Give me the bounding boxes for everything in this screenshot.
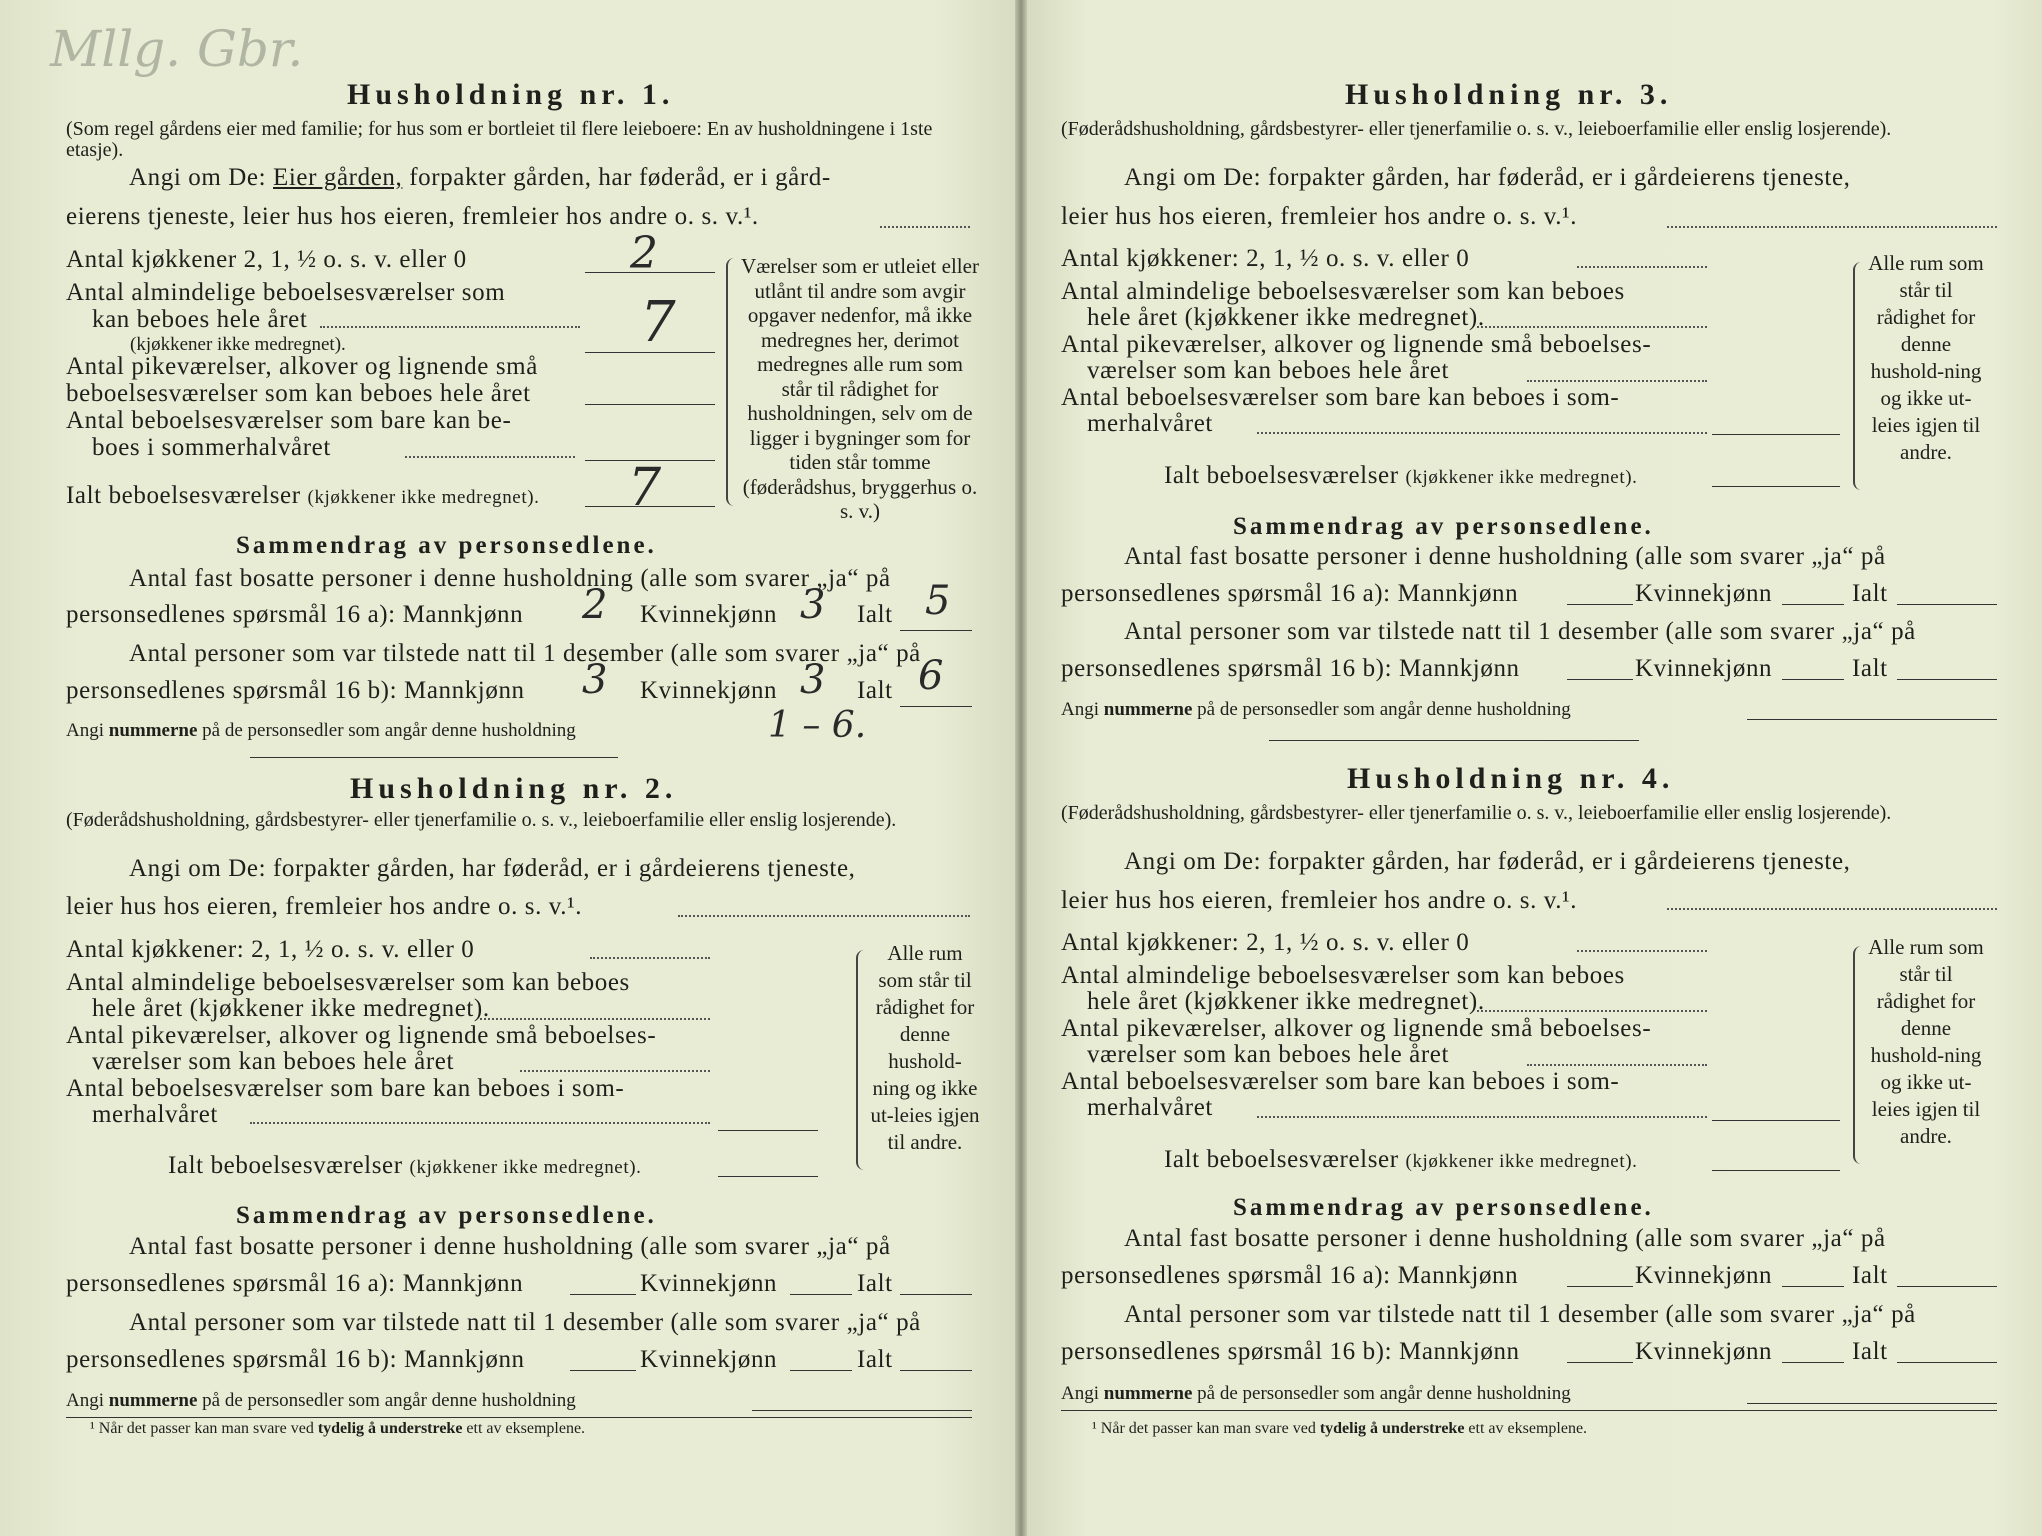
h2-summer-rooms-label-2: merhalvåret: [92, 1101, 218, 1128]
h3-present-line-2: personsedlenes spørsmål 16 b): Mannkjønn: [1061, 655, 1520, 682]
h1-present-female-label: Kvinnekjønn: [640, 677, 778, 704]
h2-present-female-label: Kvinnekjønn: [640, 1346, 778, 1373]
h3-summer-rooms-label-1: Antal beboelsesværelser som bare kan beboes i som-: [1061, 384, 1620, 411]
household-1-side-note: Værelser som er utleiet eller utlånt til andre som avgir opgaver nedenfor, må ikke medregnes her, derimot medregnes alle rum som står til rådighet for husholdningen, selv om de ligger i bygninger som for tiden står tomme (føderådshus, bryggerhus o. s. v.): [741, 254, 979, 523]
household-1-title: Husholdning nr. 1.: [347, 78, 675, 111]
h4-ordinary-rooms-label-2: hele året (kjøkkener ikke medregnet).: [1087, 988, 1485, 1015]
h4-resident-line-2: personsedlenes spørsmål 16 a): Mannkjønn: [1061, 1262, 1519, 1289]
h3-resident-female-label: Kvinnekjønn: [1635, 580, 1773, 607]
h1-present-line-1: Antal personer som var tilstede natt til 1 desember (alle som svarer „ja“ på: [129, 640, 921, 667]
pencil-note: Mllg. Gbr.: [50, 20, 304, 78]
h3-numbers-line: Angi nummerne på de personsedler som angår denne husholdning: [1061, 699, 1571, 720]
h2-kitchens-label: Antal kjøkkener: 2, 1, ½ o. s. v. eller 0: [66, 936, 475, 963]
h4-present-line-2: personsedlenes spørsmål 16 b): Mannkjønn: [1061, 1338, 1520, 1365]
h1-maid-rooms-label-2: beboelsesværelser som kan beboes hele året: [66, 380, 531, 407]
right-page: [1027, 0, 2042, 1536]
h1-total-rooms-label: Ialt beboelsesværelser (kjøkkener ikke medregnet).: [66, 482, 540, 509]
h4-ordinary-rooms-label-1: Antal almindelige beboelsesværelser som kan beboes: [1061, 962, 1625, 989]
h2-summer-rooms-label-1: Antal beboelsesværelser som bare kan beboes i som-: [66, 1075, 625, 1102]
h1-kitchens-label: Antal kjøkkener 2, 1, ½ o. s. v. eller 0: [66, 246, 467, 273]
h1-numbers-value: 1 – 6.: [768, 705, 867, 746]
h3-ordinary-rooms-label-2: hele året (kjøkkener ikke medregnet).: [1087, 304, 1485, 331]
household-2-angi-2: leier hus hos eieren, fremleier hos andre o. s. v.¹.: [66, 893, 583, 920]
household-2-side-note: Alle rum som står til rådighet for denne hushold-ning og ikke ut-leies igjen til andre.: [870, 941, 980, 1154]
h4-total-rooms-label: Ialt beboelsesværelser (kjøkkener ikke medregnet).: [1164, 1146, 1638, 1173]
h3-ordinary-rooms-label-1: Antal almindelige beboelsesværelser som kan beboes: [1061, 278, 1625, 305]
h2-total-rooms-label: Ialt beboelsesværelser (kjøkkener ikke medregnet).: [168, 1152, 642, 1179]
household-3-side-note: Alle rum som står til rådighet for denne hushold-ning og ikke ut-leies igjen til andre.: [1868, 251, 1984, 464]
h1-present-total: 6: [918, 653, 944, 699]
h2-present-total-label: Ialt: [857, 1346, 893, 1373]
h3-resident-total-label: Ialt: [1852, 580, 1888, 607]
h1-ordinary-rooms-label-3: (kjøkkener ikke medregnet).: [130, 334, 346, 355]
household-4-summary-title: Sammendrag av personsedlene.: [1233, 1194, 1654, 1221]
h3-resident-line-1: Antal fast bosatte personer i denne husholdning (alle som svarer „ja“ på: [1124, 543, 1886, 570]
h1-numbers-line: Angi nummerne på de personsedler som angår denne husholdning: [66, 720, 576, 741]
household-3-angi: Angi om De: forpakter gården, har føderåd, er i gårdeierens tjeneste,: [1124, 164, 1851, 191]
h2-present-line-2: personsedlenes spørsmål 16 b): Mannkjønn: [66, 1346, 525, 1373]
h1-resident-female: 3: [800, 582, 826, 628]
h1-total-rooms-value: 7: [628, 458, 662, 518]
household-3-note: (Føderådshusholdning, gårdsbestyrer- eller tjenerfamilie o. s. v., leieboerfamilie eller enslig losjerende).: [1061, 118, 1892, 140]
right-footnote: ¹ Når det passer kan man svare ved tydelig å understreke ett av eksemplene.: [1092, 1420, 1588, 1437]
household-1-angi: Angi om De: Eier gården, forpakter gården, har føderåd, er i gård-: [129, 164, 831, 191]
h2-numbers-line: Angi nummerne på de personsedler som angår denne husholdning: [66, 1390, 576, 1411]
household-1-angi-2: eierens tjeneste, leier hus hos eieren, fremleier hos andre o. s. v.¹.: [66, 203, 759, 230]
h3-resident-line-2: personsedlenes spørsmål 16 a): Mannkjønn: [1061, 580, 1519, 607]
page-gutter: [1015, 0, 1027, 1536]
h3-summer-rooms-label-2: merhalvåret: [1087, 410, 1213, 437]
h1-present-female: 3: [800, 657, 826, 703]
h2-ordinary-rooms-label-2: hele året (kjøkkener ikke medregnet).: [92, 995, 490, 1022]
h3-present-female-label: Kvinnekjønn: [1635, 655, 1773, 682]
h4-summer-rooms-label-2: merhalvåret: [1087, 1094, 1213, 1121]
h4-summer-rooms-label-1: Antal beboelsesværelser som bare kan beboes i som-: [1061, 1068, 1620, 1095]
h4-resident-female-label: Kvinnekjønn: [1635, 1262, 1773, 1289]
h2-maid-rooms-label-2: værelser som kan beboes hele året: [92, 1048, 455, 1075]
h4-resident-total-label: Ialt: [1852, 1262, 1888, 1289]
h2-resident-line-2: personsedlenes spørsmål 16 a): Mannkjønn: [66, 1270, 524, 1297]
h2-maid-rooms-label-1: Antal pikeværelser, alkover og lignende små beboelses-: [66, 1022, 657, 1049]
h1-resident-line-1: Antal fast bosatte personer i denne husholdning (alle som svarer „ja“ på: [129, 565, 891, 592]
h1-resident-total: 5: [925, 578, 951, 624]
h2-resident-female-label: Kvinnekjønn: [640, 1270, 778, 1297]
h1-ordinary-rooms-value: 7: [640, 290, 676, 355]
h1-present-male: 3: [582, 657, 608, 703]
household-4-angi: Angi om De: forpakter gården, har føderåd, er i gårdeierens tjeneste,: [1124, 848, 1851, 875]
left-page: [0, 0, 1015, 1536]
h1-resident-line-2: personsedlenes spørsmål 16 a): Mannkjønn: [66, 601, 524, 628]
h3-kitchens-label: Antal kjøkkener: 2, 1, ½ o. s. v. eller 0: [1061, 245, 1470, 272]
h1-resident-male: 2: [582, 582, 608, 628]
h2-present-line-1: Antal personer som var tilstede natt til 1 desember (alle som svarer „ja“ på: [129, 1309, 921, 1336]
household-1-note: (Som regel gårdens eier med familie; for hus som er bortleiet til flere leieboere: En av husholdningene i 1ste etasje).: [66, 118, 933, 161]
h1-summer-rooms-label-1: Antal beboelsesværelser som bare kan be-: [66, 407, 512, 434]
h1-resident-female-label: Kvinnekjønn: [640, 601, 778, 628]
h4-maid-rooms-label-1: Antal pikeværelser, alkover og lignende små beboelses-: [1061, 1015, 1652, 1042]
h4-present-total-label: Ialt: [1852, 1338, 1888, 1365]
left-footnote: ¹ Når det passer kan man svare ved tydelig å understreke ett av eksemplene.: [90, 1420, 586, 1437]
household-4-title: Husholdning nr. 4.: [1347, 762, 1675, 795]
h1-kitchens-value: 2: [630, 228, 658, 279]
h1-maid-rooms-label-1: Antal pikeværelser, alkover og lignende små: [66, 353, 538, 380]
household-4-note: (Føderådshusholdning, gårdsbestyrer- eller tjenerfamilie o. s. v., leieboerfamilie eller enslig losjerende).: [1061, 802, 1892, 824]
household-2-summary-title: Sammendrag av personsedlene.: [236, 1202, 657, 1229]
h3-present-total-label: Ialt: [1852, 655, 1888, 682]
h2-ordinary-rooms-label-1: Antal almindelige beboelsesværelser som kan beboes: [66, 969, 630, 996]
household-4-angi-2: leier hus hos eieren, fremleier hos andre o. s. v.¹.: [1061, 887, 1578, 914]
h1-ordinary-rooms-label-1: Antal almindelige beboelsesværelser som: [66, 279, 506, 306]
h1-ordinary-rooms-label-2: kan beboes hele året: [92, 306, 308, 333]
h3-present-line-1: Antal personer som var tilstede natt til 1 desember (alle som svarer „ja“ på: [1124, 618, 1916, 645]
h1-present-total-label: Ialt: [857, 677, 893, 704]
h3-maid-rooms-label-1: Antal pikeværelser, alkover og lignende små beboelses-: [1061, 331, 1652, 358]
household-4-side-note: Alle rum som står til rådighet for denne hushold-ning og ikke ut-leies igjen til andre.: [1868, 935, 1984, 1148]
h4-kitchens-label: Antal kjøkkener: 2, 1, ½ o. s. v. eller 0: [1061, 929, 1470, 956]
h1-summer-rooms-label-2: boes i sommerhalvåret: [92, 434, 331, 461]
h1-resident-total-label: Ialt: [857, 601, 893, 628]
h3-total-rooms-label: Ialt beboelsesværelser (kjøkkener ikke medregnet).: [1164, 462, 1638, 489]
h2-resident-total-label: Ialt: [857, 1270, 893, 1297]
household-2-angi: Angi om De: forpakter gården, har føderåd, er i gårdeierens tjeneste,: [129, 855, 856, 882]
h4-present-line-1: Antal personer som var tilstede natt til 1 desember (alle som svarer „ja“ på: [1124, 1301, 1916, 1328]
h4-present-female-label: Kvinnekjønn: [1635, 1338, 1773, 1365]
household-3-angi-2: leier hus hos eieren, fremleier hos andre o. s. v.¹.: [1061, 203, 1578, 230]
h4-numbers-line: Angi nummerne på de personsedler som angår denne husholdning: [1061, 1383, 1571, 1404]
h2-resident-line-1: Antal fast bosatte personer i denne husholdning (alle som svarer „ja“ på: [129, 1233, 891, 1260]
h4-maid-rooms-label-2: værelser som kan beboes hele året: [1087, 1041, 1450, 1068]
h3-maid-rooms-label-2: værelser som kan beboes hele året: [1087, 357, 1450, 384]
h1-present-line-2: personsedlenes spørsmål 16 b): Mannkjønn: [66, 677, 525, 704]
household-3-title: Husholdning nr. 3.: [1345, 78, 1673, 111]
household-1-summary-title: Sammendrag av personsedlene.: [236, 532, 657, 559]
household-2-note: (Føderådshusholdning, gårdsbestyrer- eller tjenerfamilie o. s. v., leieboerfamilie eller enslig losjerende).: [66, 809, 897, 831]
h4-resident-line-1: Antal fast bosatte personer i denne husholdning (alle som svarer „ja“ på: [1124, 1225, 1886, 1252]
household-2-title: Husholdning nr. 2.: [350, 772, 678, 805]
household-3-summary-title: Sammendrag av personsedlene.: [1233, 513, 1654, 540]
